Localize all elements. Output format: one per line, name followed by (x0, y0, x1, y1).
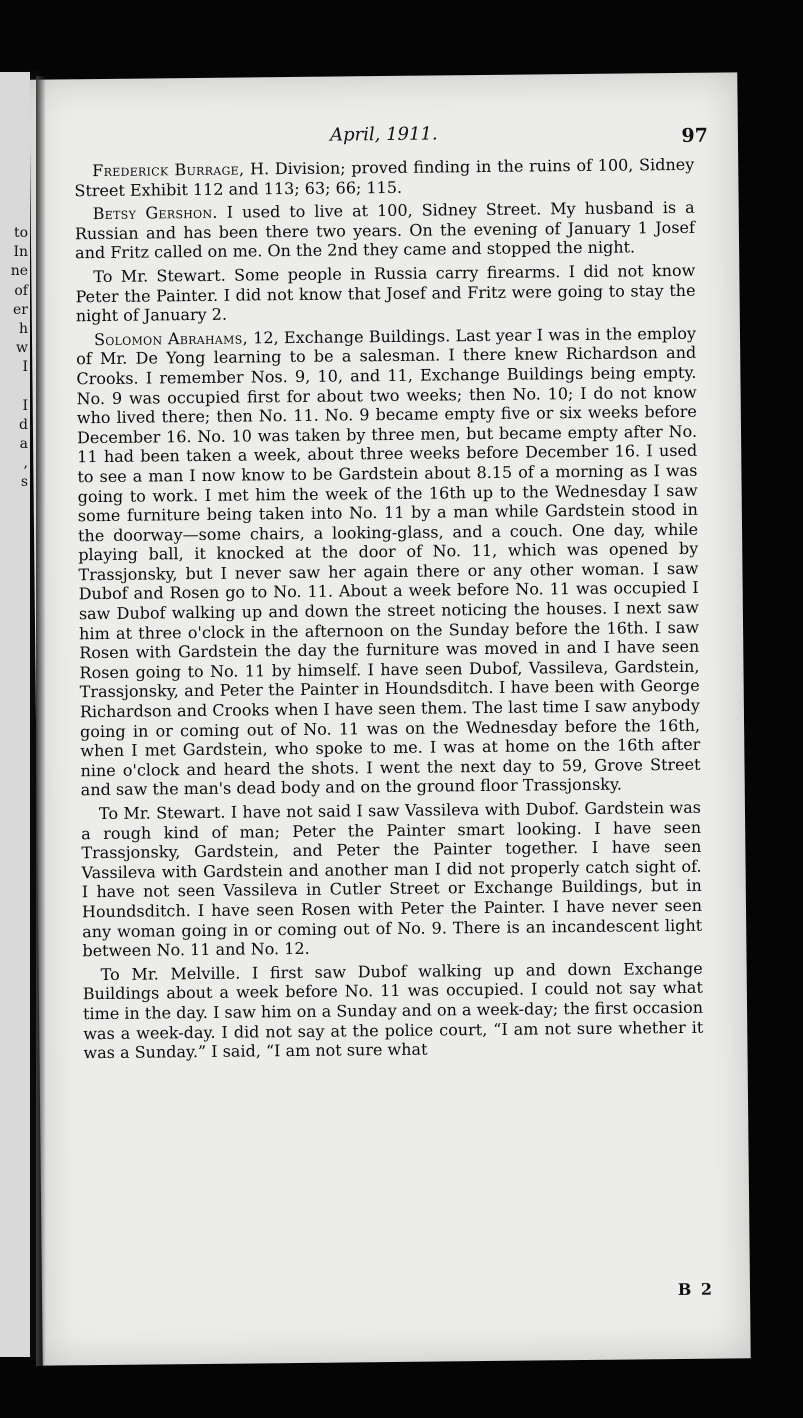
paragraph (75, 198, 696, 263)
facing-page-fragment: a (19, 436, 28, 453)
paragraph-text: To Mr. Stewart. I have not said I saw Vassileva with Dubof. Gardstein was a rough kind of man; Peter the Painter smart looking. I have seen Trassjonsky, Gardstein, and Peter the Painter together. I have seen Vassileva with Gardstein and another man I did not properly catch sight of. I have not seen Vassileva in Cutler Street or Exchange Buildings, but in Houndsditch. I have seen Rosen with Peter the Painter. I have never seen any woman going in or coming out of No. 9. There is an incandescent light between No. 11 and No. 12. (81, 797, 703, 961)
witness-name: Solomon Abrahams, (93, 328, 249, 349)
signature-mark: B 2 (677, 1279, 715, 1300)
paragraph (74, 155, 694, 201)
paragraph (75, 261, 696, 326)
body-text (74, 155, 703, 1067)
facing-page-text-fragments (0, 224, 30, 493)
facing-page-fragment: , (23, 455, 28, 472)
facing-page-fragment: d (19, 416, 28, 433)
facing-page-fragment: er (13, 301, 28, 318)
running-title: April, 1911. (329, 123, 438, 146)
paragraph-text: To Mr. Stewart. Some people in Russia carry firearms. I did not know Peter the Painter. I did not know that Josef and Fritz were going to stay the night of January 2. (75, 260, 696, 326)
facing-page-fragment: to (13, 225, 28, 241)
facing-page-fragment: I (22, 359, 28, 376)
document-page (29, 72, 750, 1365)
page-number: 97 (681, 124, 709, 147)
paragraph (76, 324, 701, 801)
facing-page-fragment: s (20, 474, 28, 491)
paragraph (81, 798, 703, 961)
page-spine-shadow (36, 76, 46, 1366)
witness-name: Frederick Burrage, (92, 159, 245, 181)
facing-page-fragment: of (14, 282, 28, 299)
facing-page-fragment: In (13, 244, 28, 261)
facing-page-fragment: I (22, 397, 28, 414)
facing-page-fragment: ne (10, 263, 28, 280)
paragraph-text: I used to live at 100, Sidney Street. My husband is a Russian and has been there two years. On the evening of January 1 Josef and Fritz called on me. On the 2nd they came and stopped the night. (74, 197, 695, 263)
facing-page-edge (0, 72, 33, 1357)
witness-name: Betsy Gershon. (92, 202, 218, 224)
paragraph-text: H. Division; proved finding in the ruins of 100, Sidney Street Exhibit 112 and 113; 63; 66; 115. (74, 154, 695, 200)
paragraph-text: 12, Exchange Buildings. Last year I was in the employ of Mr. De Yong learning to be a salesman. I there knew Richardson and Crooks. I remember Nos. 9, 10, and 11, Exchange Buildings being empty. No. 9 was occupied first for about two weeks; then No. 10; I do not know who lived there; then No. 11. No. 9 became empty five or six weeks before December 16. No. 10 was taken by three men, but became empty after No. 11 had been taken a week, about three weeks before December 16. I used to see a man I now know to be Gardstein about 8.15 of a morning as I was going to work. I met him the week of the 16th up to the Wednesday I saw some furniture being taken into No. 11 by a man while Gardstein stood in the doorway—some chairs, a looking-glass, and a couch. One day, while playing ball, it knocked at the door of No. 11, which was opened by Trassjonsky, but I never saw her again there or any other woman. I saw Dubof and Rosen go to No. 11. About a week before No. 11 was occupied I saw Dubof walking up and down the street noticing the houses. I next saw him at three o'clock in the afternoon on the Sunday before the 16th. I saw Rosen with Gardstein the day the furniture was moved in and I have seen Rosen going to No. 11 by himself. I have seen Dubof, Vassileva, Gardstein, Trassjonsky, and Peter the Painter in Houndsditch. I have been with George Richardson and Crooks when I have seen them. The last time I saw anybody going in or coming out of No. 11 was on the Wednesday before the 16th, when I met Gardstein, who spoke to me. I was at home on the 16th after nine o'clock and heard the shots. I went the next day to 59, Grove Street and saw the man's dead body and on the ground floor Trassjonsky. (76, 323, 701, 800)
facing-page-fragment: h (18, 320, 28, 337)
facing-page-fragment (0, 378, 30, 397)
facing-page-fragment: w (16, 340, 28, 357)
paragraph (83, 958, 704, 1062)
paragraph-text: To Mr. Melville. I first saw Dubof walking up and down Exchange Buildings about a week before No. 11 was occupied. I could not say what time in the day. I saw him on a Sunday and on a week-day; the first occasion was a week-day. I did not say at the police court, “I am not sure whether it was a Sunday.” I said, “I am not sure what (82, 958, 704, 1063)
page-header (30, 120, 738, 153)
